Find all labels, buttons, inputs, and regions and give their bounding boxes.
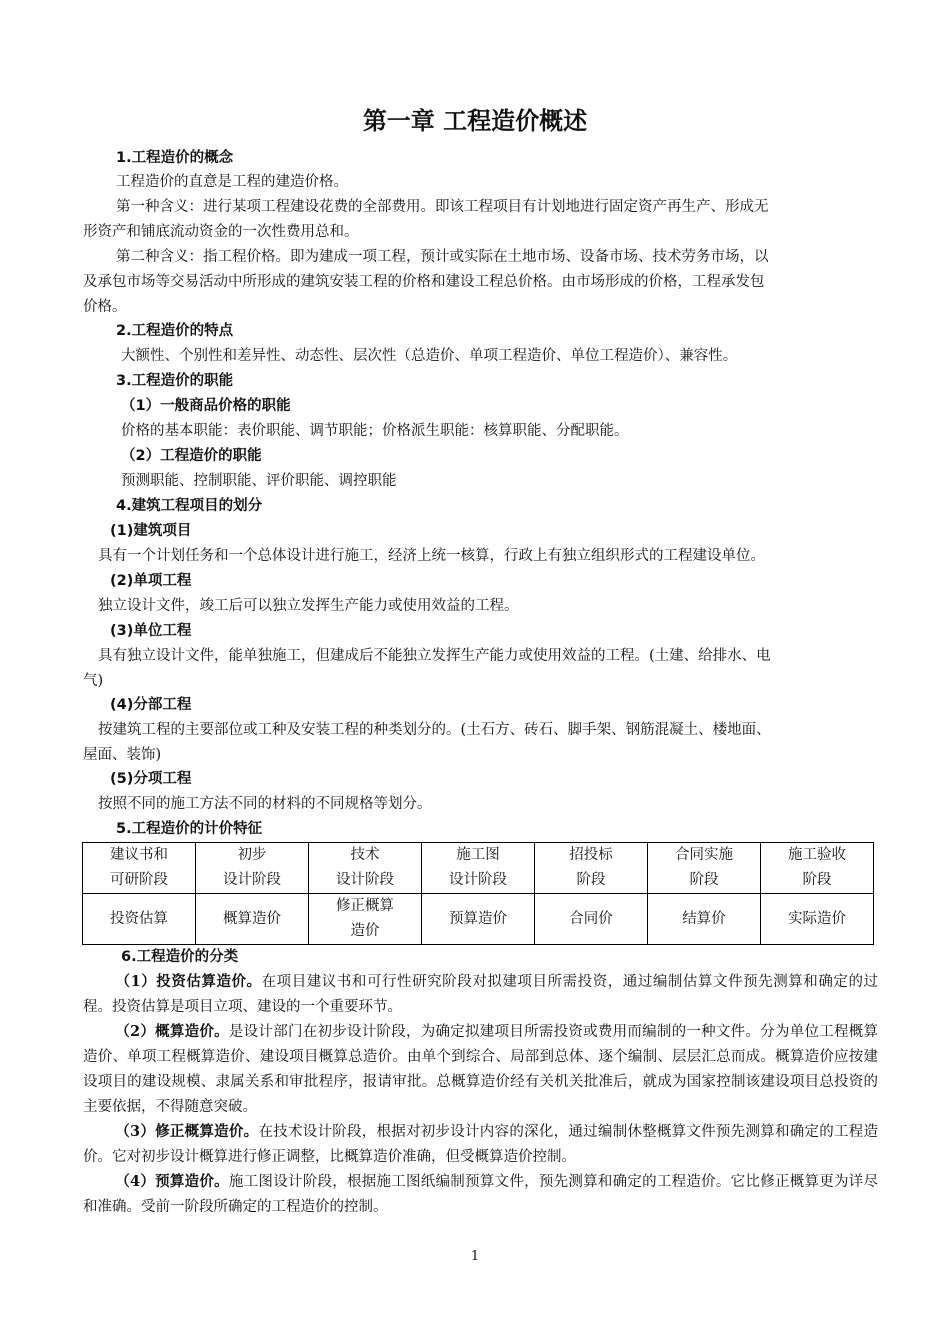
item-3-heading: (3)单位工程 bbox=[110, 623, 192, 639]
section-1-para-2-line-2: 形资产和铺底流动资金的一次性费用总和。 bbox=[83, 224, 359, 240]
stage-cell bbox=[761, 843, 874, 894]
category-1-paragraph bbox=[83, 969, 878, 1020]
section-5-heading: 5.工程造价的计价特征 bbox=[116, 821, 263, 837]
stage-cell bbox=[422, 843, 535, 894]
price-label: 概算造价 bbox=[223, 910, 281, 927]
price-cell bbox=[83, 894, 196, 945]
section-3-sub-1: （1）一般商品价格的职能 bbox=[121, 398, 291, 414]
stage-cell bbox=[309, 843, 422, 894]
section-1-para-1: 工程造价的直意是工程的建造价格。 bbox=[116, 174, 348, 190]
item-3-text-line-1: 具有独立设计文件，能单独施工，但建成后不能独立发挥生产能力或使用效益的工程。(土建、给排水、电 bbox=[98, 648, 771, 664]
stage-label-line-1: 技术 bbox=[350, 847, 380, 863]
table-row-stages bbox=[83, 843, 874, 894]
category-3-paragraph bbox=[83, 1119, 878, 1170]
item-1-heading: (1)建筑项目 bbox=[110, 523, 192, 539]
category-3-lead: （3）修正概算造价。 bbox=[115, 1123, 259, 1140]
stage-label-line-1: 建议书和 bbox=[110, 847, 168, 863]
section-3-sub-2: （2）工程造价的职能 bbox=[121, 448, 262, 464]
section-1-para-3-line-3: 价格。 bbox=[83, 299, 127, 315]
category-2-text: 是设计部门在初步设计阶段，为确定拟建项目所需投资或费用而编制的一种文件。分为单位工程概算造价、单项工程概算造价、建设项目概算总造价。由单个到综合、局部到总体、逐个编制、层层汇总而成。概算造价应按建设项目的建设规模、隶属关系和审批程序，报请审批。总概算造价经有关机关批准后，就成为国家控制该建设项目总投资的主要依据，不得随意突破。 bbox=[83, 1024, 879, 1115]
item-5-heading: (5)分项工程 bbox=[110, 771, 192, 787]
price-cell bbox=[761, 894, 874, 945]
price-cell bbox=[309, 894, 422, 945]
price-label: 投资估算 bbox=[110, 910, 168, 927]
stage-label-line-2: 设计阶段 bbox=[336, 872, 394, 888]
pricing-stages-table bbox=[82, 842, 874, 945]
price-label: 结算价 bbox=[682, 910, 726, 927]
section-4-heading: 4.建筑工程项目的划分 bbox=[116, 498, 263, 514]
item-5-text: 按照不同的施工方法不同的材料的不同规格等划分。 bbox=[98, 796, 432, 812]
item-4-heading: (4)分部工程 bbox=[110, 697, 192, 713]
section-2-text: 大额性、个别性和差异性、动态性、层次性（总造价、单项工程造价、单位工程造价）、兼容性。 bbox=[121, 348, 738, 364]
section-1-para-3-line-2: 及承包市场等交易活动中所形成的建筑安装工程的价格和建设工程总价格。由市场形成的价格，工程承发包 bbox=[83, 274, 765, 290]
section-6-heading: 6.工程造价的分类 bbox=[121, 949, 239, 965]
price-label-line-2: 造价 bbox=[350, 923, 380, 939]
section-3-heading: 3.工程造价的职能 bbox=[116, 373, 234, 389]
category-4-lead: （4）预算造价。 bbox=[115, 1173, 229, 1190]
stage-label-line-2: 阶段 bbox=[802, 872, 832, 888]
section-3-text-1: 价格的基本职能：表价职能、调节职能；价格派生职能：核算职能、分配职能。 bbox=[121, 423, 629, 439]
stage-cell bbox=[535, 843, 648, 894]
table-row-prices bbox=[83, 894, 874, 945]
stage-label-line-1: 初步 bbox=[237, 847, 267, 863]
item-4-text-line-1: 按建筑工程的主要部位或工种及安装工程的种类划分的。(土石方、砖石、脚手架、钢筋混凝土、楼地面、 bbox=[98, 722, 771, 738]
price-label-line-1: 修正概算 bbox=[336, 898, 394, 914]
stage-cell bbox=[83, 843, 196, 894]
category-2-lead: （2）概算造价。 bbox=[115, 1023, 229, 1040]
item-1-text: 具有一个计划任务和一个总体设计进行施工，经济上统一核算，行政上有独立组织形式的工程建设单位。 bbox=[98, 548, 765, 564]
section-1-para-2-line-1: 第一种含义：进行某项工程建设花费的全部费用。即该工程项目有计划地进行固定资产再生产、形成无 bbox=[116, 199, 769, 215]
category-1-lead: （1）投资估算造价。 bbox=[115, 973, 262, 990]
stage-cell bbox=[648, 843, 761, 894]
category-1-text: 在项目建议书和可行性研究阶段对拟建项目所需投资，通过编制估算文件预先测算和确定的过程。投资估算是项目立项、建设的一个重要环节。 bbox=[83, 974, 878, 1015]
stage-label-line-1: 施工验收 bbox=[788, 847, 846, 863]
category-4-paragraph bbox=[83, 1169, 878, 1220]
price-cell bbox=[535, 894, 648, 945]
category-4-text: 施工图设计阶段，根据施工图纸编制预算文件，预先测算和确定的工程造价。它比修正概算更为详尽和准确。受前一阶段所确定的工程造价的控制。 bbox=[83, 1174, 879, 1215]
price-label: 合同价 bbox=[569, 910, 613, 927]
stage-label-line-2: 设计阶段 bbox=[449, 872, 507, 888]
stage-label-line-1: 招投标 bbox=[569, 847, 613, 863]
price-cell bbox=[648, 894, 761, 945]
price-label: 预算造价 bbox=[449, 910, 507, 927]
section-3-text-2: 预测职能、控制职能、评价职能、调控职能 bbox=[121, 473, 397, 489]
price-cell bbox=[422, 894, 535, 945]
section-1-heading: 1.工程造价的概念 bbox=[116, 150, 234, 166]
stage-cell bbox=[196, 843, 309, 894]
stage-label-line-1: 施工图 bbox=[456, 847, 500, 863]
section-2-heading: 2.工程造价的特点 bbox=[116, 323, 234, 339]
category-3-text: 在技术设计阶段，根据对初步设计内容的深化，通过编制休整概算文件预先测算和确定的工程造价。它对初步设计概算进行修正调整，比概算造价准确，但受概算造价控制。 bbox=[83, 1124, 879, 1165]
page-number: 1 bbox=[470, 1249, 480, 1264]
section-1-para-3-line-1: 第二种含义：指工程价格。即为建成一项工程，预计或实际在土地市场、设备市场、技术劳务市场，以 bbox=[116, 249, 769, 265]
stage-label-line-2: 可研阶段 bbox=[110, 872, 168, 888]
item-2-heading: (2)单项工程 bbox=[110, 573, 192, 589]
item-4-text-line-2: 屋面、装饰) bbox=[83, 747, 162, 763]
category-2-paragraph bbox=[83, 1019, 878, 1120]
price-label: 实际造价 bbox=[788, 910, 846, 927]
stage-label-line-1: 合同实施 bbox=[675, 847, 733, 863]
item-3-text-line-2: 气) bbox=[83, 673, 104, 689]
stage-label-line-2: 阶段 bbox=[576, 872, 606, 888]
price-cell bbox=[196, 894, 309, 945]
stage-label-line-2: 设计阶段 bbox=[223, 872, 281, 888]
stage-label-line-2: 阶段 bbox=[689, 872, 719, 888]
chapter-title: 第一章 工程造价概述 bbox=[362, 107, 588, 135]
item-2-text: 独立设计文件，竣工后可以独立发挥生产能力或使用效益的工程。 bbox=[98, 598, 519, 614]
